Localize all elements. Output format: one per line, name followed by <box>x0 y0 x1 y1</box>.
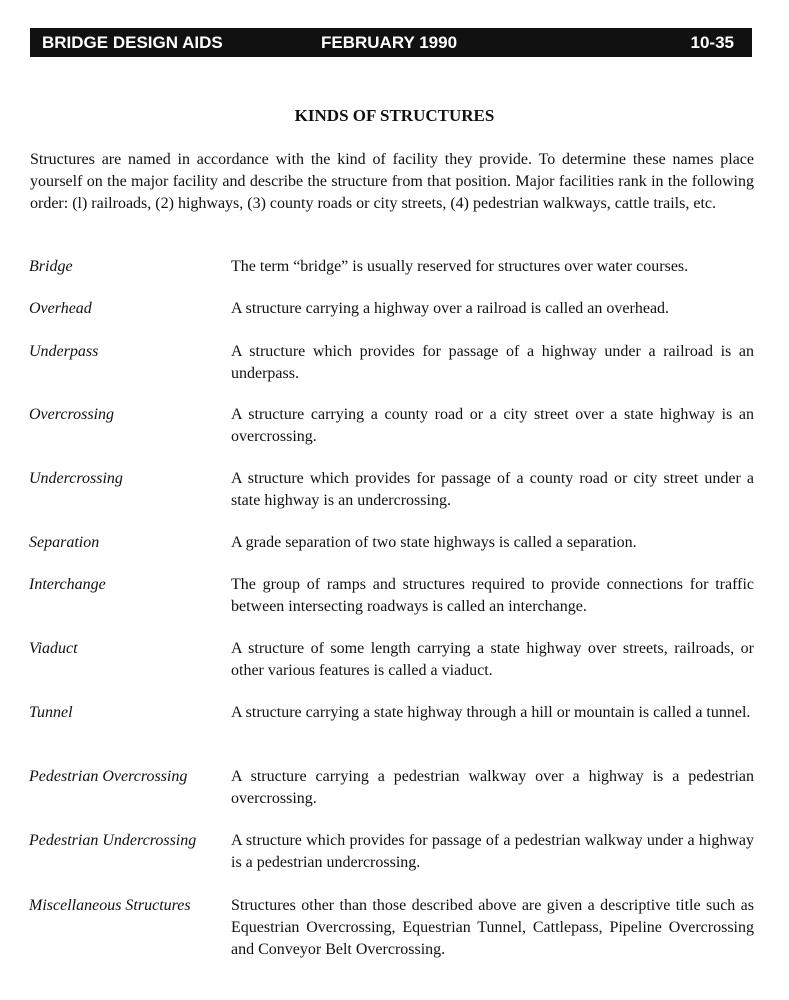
definition-term: Overcrossing <box>29 406 115 423</box>
definition-term: Pedestrian Undercrossing <box>29 832 197 849</box>
definition-term: Interchange <box>29 576 106 593</box>
definition-term: Undercrossing <box>29 470 123 487</box>
definition-text: A structure carrying a county road or a city street over a state highway is an overcrossing. <box>231 406 754 445</box>
definition-text: A structure carrying a pedestrian walkway over a highway is a pedestrian overcrossing. <box>231 768 754 807</box>
header-manual-title: BRIDGE DESIGN AIDS <box>42 33 223 52</box>
intro-paragraph: Structures are named in accordance with the kind of facility they provide. To determine these names place yourself on the major facility and describe the structure from that position. Major facilities rank in the following order: (l) railroads, (2) highways, (3) county roads or city streets, (4) pedestrian walkways, cattle trails, etc. <box>30 151 754 213</box>
page-header-bar <box>30 28 752 57</box>
definition-term: Miscellaneous Structures <box>29 897 191 914</box>
definition-term: Underpass <box>29 343 99 360</box>
header-date: FEBRUARY 1990 <box>321 33 458 52</box>
definition-term: Bridge <box>29 258 73 275</box>
definition-text: A structure which provides for passage of a pedestrian walkway under a highway is a pedestrian undercrossing. <box>231 832 754 871</box>
definition-term: Overhead <box>29 300 92 317</box>
definition-text: A structure which provides for passage of a county road or city street under a state highway is an undercrossing. <box>231 470 754 509</box>
definition-term: Viaduct <box>29 640 78 657</box>
definition-text: A structure of some length carrying a state highway over streets, railroads, or other various features is called a viaduct. <box>231 640 754 679</box>
definition-term: Pedestrian Overcrossing <box>29 768 188 785</box>
definition-text: The group of ramps and structures required to provide connections for traffic between intersecting roadways is called an interchange. <box>231 576 754 615</box>
definition-term: Tunnel <box>29 704 73 721</box>
definition-text: A structure carrying a highway over a railroad is called an overhead. <box>231 300 670 317</box>
header-page-number: 10-35 <box>690 33 734 52</box>
definition-text: A structure which provides for passage of a highway under a railroad is an underpass. <box>231 343 754 382</box>
definition-text: A structure carrying a state highway through a hill or mountain is called a tunnel. <box>231 704 751 721</box>
definition-text: A grade separation of two state highways is called a separation. <box>231 534 637 551</box>
page-title: KINDS OF STRUCTURES <box>294 106 495 125</box>
definition-text: Structures other than those described above are given a descriptive title such as Equestrian Overcrossing, Equestrian Tunnel, Cattlepass, Pipeline Overcrossing and Conveyor Belt Overcrossing. <box>231 897 754 958</box>
definition-term: Separation <box>29 534 100 551</box>
definition-text: The term “bridge” is usually reserved for structures over water courses. <box>231 258 689 275</box>
